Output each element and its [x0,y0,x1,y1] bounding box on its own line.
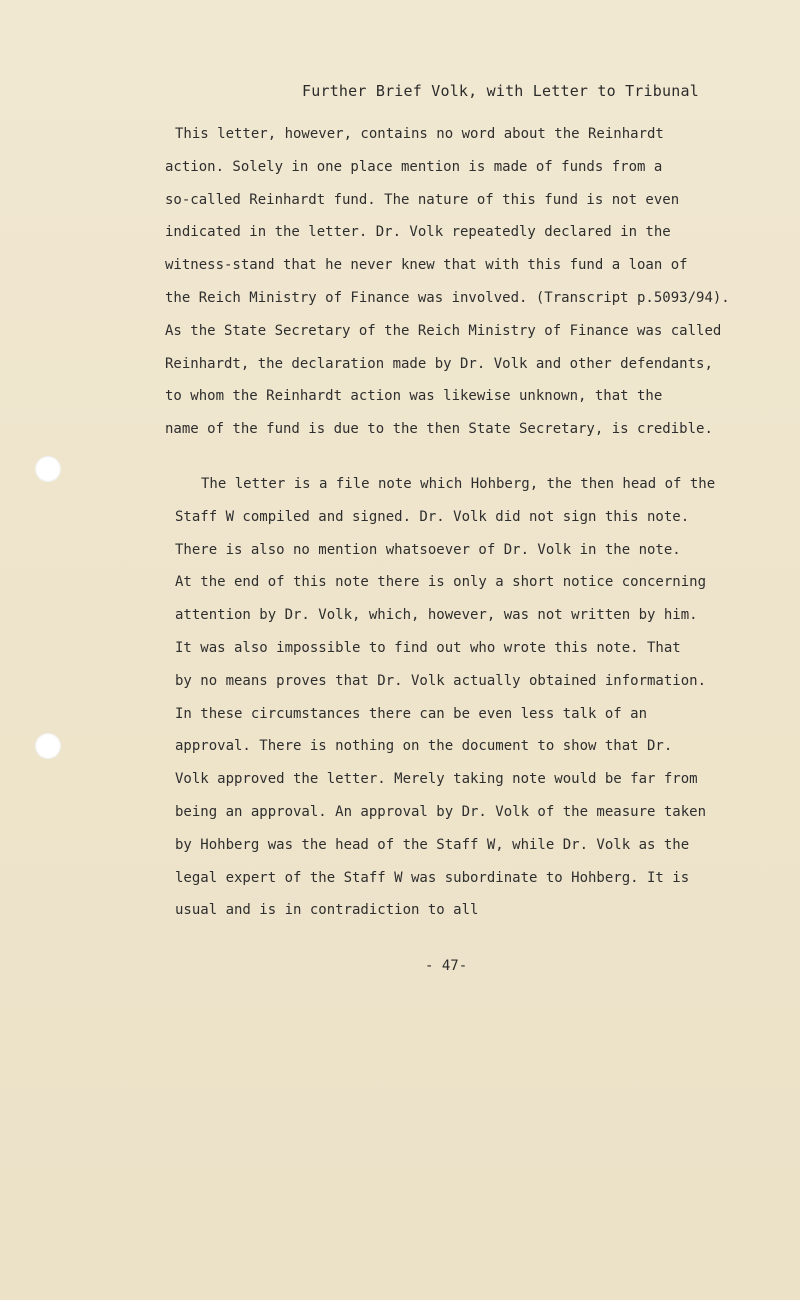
page-title: Further Brief Volk, with Letter to Tribunal [302,82,699,100]
text-line: legal expert of the Staff W was subordinate to Hohberg. It is [175,869,690,886]
text-line: usual and is in contradiction to all [175,902,479,919]
text-line: indicated in the letter. Dr. Volk repeatedly declared in the [165,224,671,241]
text-line: There is also no mention whatsoever of Dr. Volk in the note. [175,541,681,558]
text-line: In these circumstances there can be even less talk of an [175,705,648,722]
text-line: The letter is a file note which Hohberg, the then head of the [201,476,716,492]
text-line: At the end of this note there is only a short notice concerning [175,574,707,591]
paragraph-2 [175,468,755,927]
text-line: the Reich Ministry of Finance was involved. (Transcript p.5093/94). [165,289,730,306]
page-number: - 47- [425,958,468,974]
text-line: to whom the Reinhardt action was likewise unknown, that the [165,388,663,405]
text-line: This letter, however, contains no word about the Reinhardt [175,126,664,142]
punch-hole [35,733,61,759]
text-line: action. Solely in one place mention is made of funds from a [165,158,663,175]
text-line: Reinhardt, the declaration made by Dr. Volk and other defendants, [165,355,713,372]
text-line: by Hohberg was the head of the Staff W, while Dr. Volk as the [175,836,690,853]
punch-hole [35,456,61,482]
text-line: being an approval. An approval by Dr. Volk of the measure taken [175,803,707,820]
text-line: As the State Secretary of the Reich Ministry of Finance was called [165,322,722,339]
text-line: name of the fund is due to the then State Secretary, is credible. [165,421,713,438]
text-line: witness-stand that he never knew that with this fund a loan of [165,257,688,274]
text-line: Volk approved the letter. Merely taking note would be far from [175,771,698,788]
text-line: Staff W compiled and signed. Dr. Volk did not sign this note. [175,508,690,525]
paragraph-1 [165,118,755,446]
text-line: by no means proves that Dr. Volk actually obtained information. [175,672,707,689]
text-line: approval. There is nothing on the document to show that Dr. [175,738,673,755]
text-line: so-called Reinhardt fund. The nature of this fund is not even [165,191,680,208]
text-line: It was also impossible to find out who wrote this note. That [175,639,681,656]
text-line: attention by Dr. Volk, which, however, was not written by him. [175,607,698,624]
